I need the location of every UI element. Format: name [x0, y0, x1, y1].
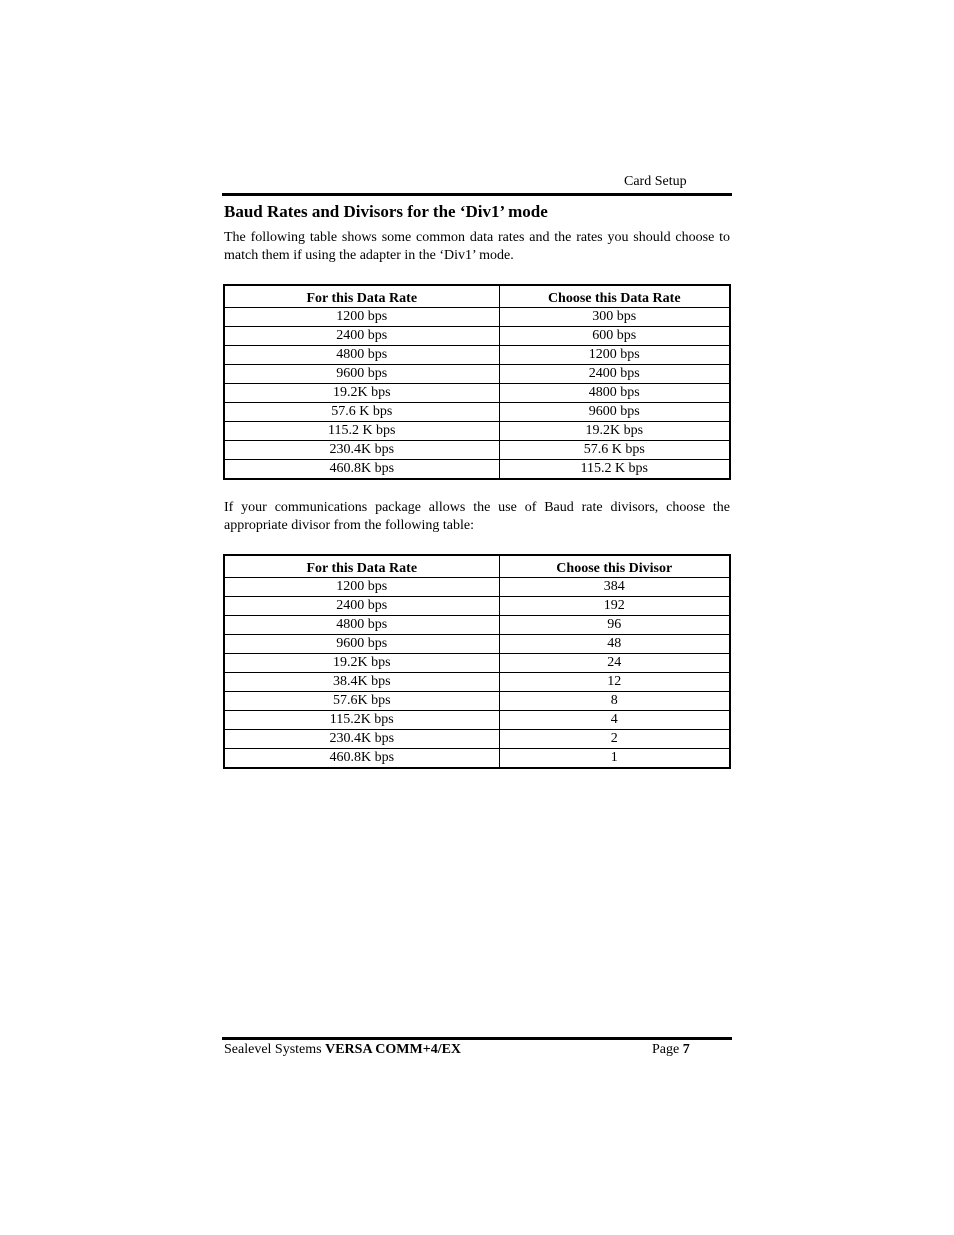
table-row: [224, 597, 730, 616]
column-header: For this Data Rate: [224, 555, 499, 578]
table-cell: 9600 bps: [499, 403, 730, 422]
table-row: [224, 749, 730, 769]
table-cell: 230.4K bps: [224, 441, 499, 460]
table-cell: 24: [499, 654, 730, 673]
table-cell: 2400 bps: [224, 597, 499, 616]
table-cell: 96: [499, 616, 730, 635]
table-row: [224, 460, 730, 480]
table-cell: 115.2 K bps: [224, 422, 499, 441]
table-cell: 19.2K bps: [499, 422, 730, 441]
table-cell: 57.6 K bps: [224, 403, 499, 422]
data-rate-table: [223, 284, 731, 480]
table-row: [224, 365, 730, 384]
intro-paragraph: The following table shows some common data rates and the rates you should choose to match them if using the adapter in the ‘Div1’ mode.: [224, 230, 730, 263]
table-cell: 300 bps: [499, 308, 730, 327]
footer-page: [652, 1042, 690, 1058]
table-cell: 1200 bps: [224, 578, 499, 597]
footer-product: VERSA COMM+4/EX: [325, 1042, 462, 1057]
divisor-intro-paragraph: If your communications package allows the use of Baud rate divisors, choose the appropriate divisor from the following table:: [224, 500, 730, 533]
table-cell: 2: [499, 730, 730, 749]
section-heading: Baud Rates and Divisors for the ‘Div1’ mode: [224, 202, 548, 221]
table-cell: 8: [499, 692, 730, 711]
table-cell: 460.8K bps: [224, 749, 499, 769]
table-cell: 1: [499, 749, 730, 769]
table-row: [224, 441, 730, 460]
table-header-row: [224, 555, 730, 578]
table-row: [224, 422, 730, 441]
table-row: [224, 578, 730, 597]
table-row: [224, 673, 730, 692]
table-row: [224, 654, 730, 673]
table-row: [224, 346, 730, 365]
table-cell: 38.4K bps: [224, 673, 499, 692]
table-cell: 230.4K bps: [224, 730, 499, 749]
table-row: [224, 308, 730, 327]
table-cell: 2400 bps: [224, 327, 499, 346]
table-cell: 9600 bps: [224, 365, 499, 384]
table-cell: 2400 bps: [499, 365, 730, 384]
page-number: 7: [682, 1042, 690, 1057]
table-cell: 4800 bps: [499, 384, 730, 403]
table-cell: 19.2K bps: [224, 654, 499, 673]
table-cell: 12: [499, 673, 730, 692]
table-cell: 1200 bps: [224, 308, 499, 327]
table-cell: 600 bps: [499, 327, 730, 346]
table-row: [224, 635, 730, 654]
table-row: [224, 711, 730, 730]
page-label: Page: [652, 1042, 683, 1057]
table-cell: 384: [499, 578, 730, 597]
table-cell: 192: [499, 597, 730, 616]
column-header: For this Data Rate: [224, 285, 499, 308]
table-row: [224, 616, 730, 635]
table-row: [224, 384, 730, 403]
table-cell: 115.2 K bps: [499, 460, 730, 480]
table-cell: 19.2K bps: [224, 384, 499, 403]
column-header: Choose this Divisor: [499, 555, 730, 578]
column-header: Choose this Data Rate: [499, 285, 730, 308]
table-cell: 48: [499, 635, 730, 654]
section-header: Card Setup: [624, 174, 687, 189]
footer-title: [224, 1042, 461, 1058]
table-cell: 460.8K bps: [224, 460, 499, 480]
footer-rule: [222, 1037, 732, 1040]
table-header-row: [224, 285, 730, 308]
table-cell: 4: [499, 711, 730, 730]
table-cell: 57.6 K bps: [499, 441, 730, 460]
table-row: [224, 692, 730, 711]
header-rule: [222, 193, 732, 196]
divisor-table: [223, 554, 731, 769]
table-row: [224, 730, 730, 749]
table-cell: 57.6K bps: [224, 692, 499, 711]
table-cell: 9600 bps: [224, 635, 499, 654]
table-cell: 1200 bps: [499, 346, 730, 365]
table-row: [224, 403, 730, 422]
footer-company: Sealevel Systems: [224, 1042, 326, 1057]
table-row: [224, 327, 730, 346]
table-cell: 4800 bps: [224, 616, 499, 635]
table-cell: 4800 bps: [224, 346, 499, 365]
table-cell: 115.2K bps: [224, 711, 499, 730]
